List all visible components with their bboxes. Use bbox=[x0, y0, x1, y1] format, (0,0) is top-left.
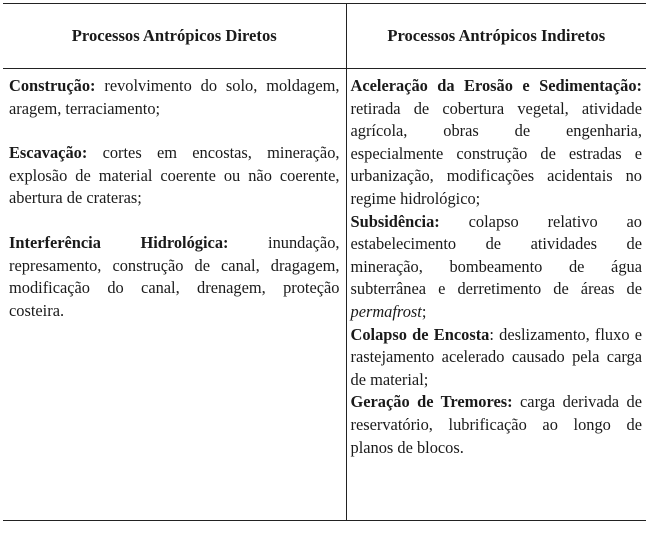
direct-item-construcao bbox=[9, 75, 340, 120]
direct-item-escavacao bbox=[9, 142, 340, 210]
direct-term: Escavação: bbox=[9, 143, 88, 163]
header-indirect: Processos Antrópicos Indiretos bbox=[346, 4, 646, 69]
indirect-italic: permafrost bbox=[350, 301, 422, 321]
indirect-item-subsidencia bbox=[351, 211, 643, 324]
indirect-item-erosao bbox=[351, 75, 643, 211]
indirect-text: retirada de cobertura vegetal, atividade agrícola, obras de engenharia, especialmente construção de estradas e urbanização, modificações acidentais no regime hidrológico; bbox=[350, 98, 642, 208]
direct-item-interferencia bbox=[9, 232, 340, 322]
header-direct: Processos Antrópicos Diretos bbox=[3, 4, 346, 69]
direct-text: cortes em encostas, mineração, explosão de material coerente ou não coerente, abertura de crateras; bbox=[9, 143, 340, 208]
indirect-text: carga derivada de reservatório, lubrificação ao longo de planos de blocos. bbox=[350, 392, 643, 457]
direct-text: revolvimento do solo, moldagem, aragem, terraciamento; bbox=[9, 76, 340, 118]
indirect-item-tremores bbox=[351, 391, 643, 459]
direct-term: Interferência Hidrológica: bbox=[9, 232, 229, 252]
header-row bbox=[3, 4, 646, 69]
direct-term: Construção: bbox=[9, 76, 96, 95]
content-row bbox=[3, 69, 646, 521]
indirect-term: Colapso de Encosta bbox=[350, 324, 490, 344]
direct-cell bbox=[3, 69, 346, 521]
indirect-text: : deslizamento, fluxo e rastejamento acelerado causado pela carga de material; bbox=[350, 324, 643, 389]
processes-table bbox=[3, 3, 646, 521]
direct-text: inundação, represamento, construção de canal, dragagem, modificação do canal, drenagem, proteção costeira. bbox=[9, 232, 340, 320]
indirect-term: Aceleração da Erosão e Sedimentação: bbox=[350, 76, 642, 95]
indirect-tail: ; bbox=[421, 301, 427, 321]
indirect-text: colapso relativo ao estabelecimento de atividades de mineração, bombeamento de água subterrânea e derretimento de áreas de bbox=[350, 211, 642, 299]
indirect-cell bbox=[346, 69, 646, 521]
indirect-term: Geração de Tremores: bbox=[350, 392, 513, 412]
indirect-term: Subsidência: bbox=[350, 211, 440, 231]
indirect-item-colapso bbox=[351, 324, 643, 392]
